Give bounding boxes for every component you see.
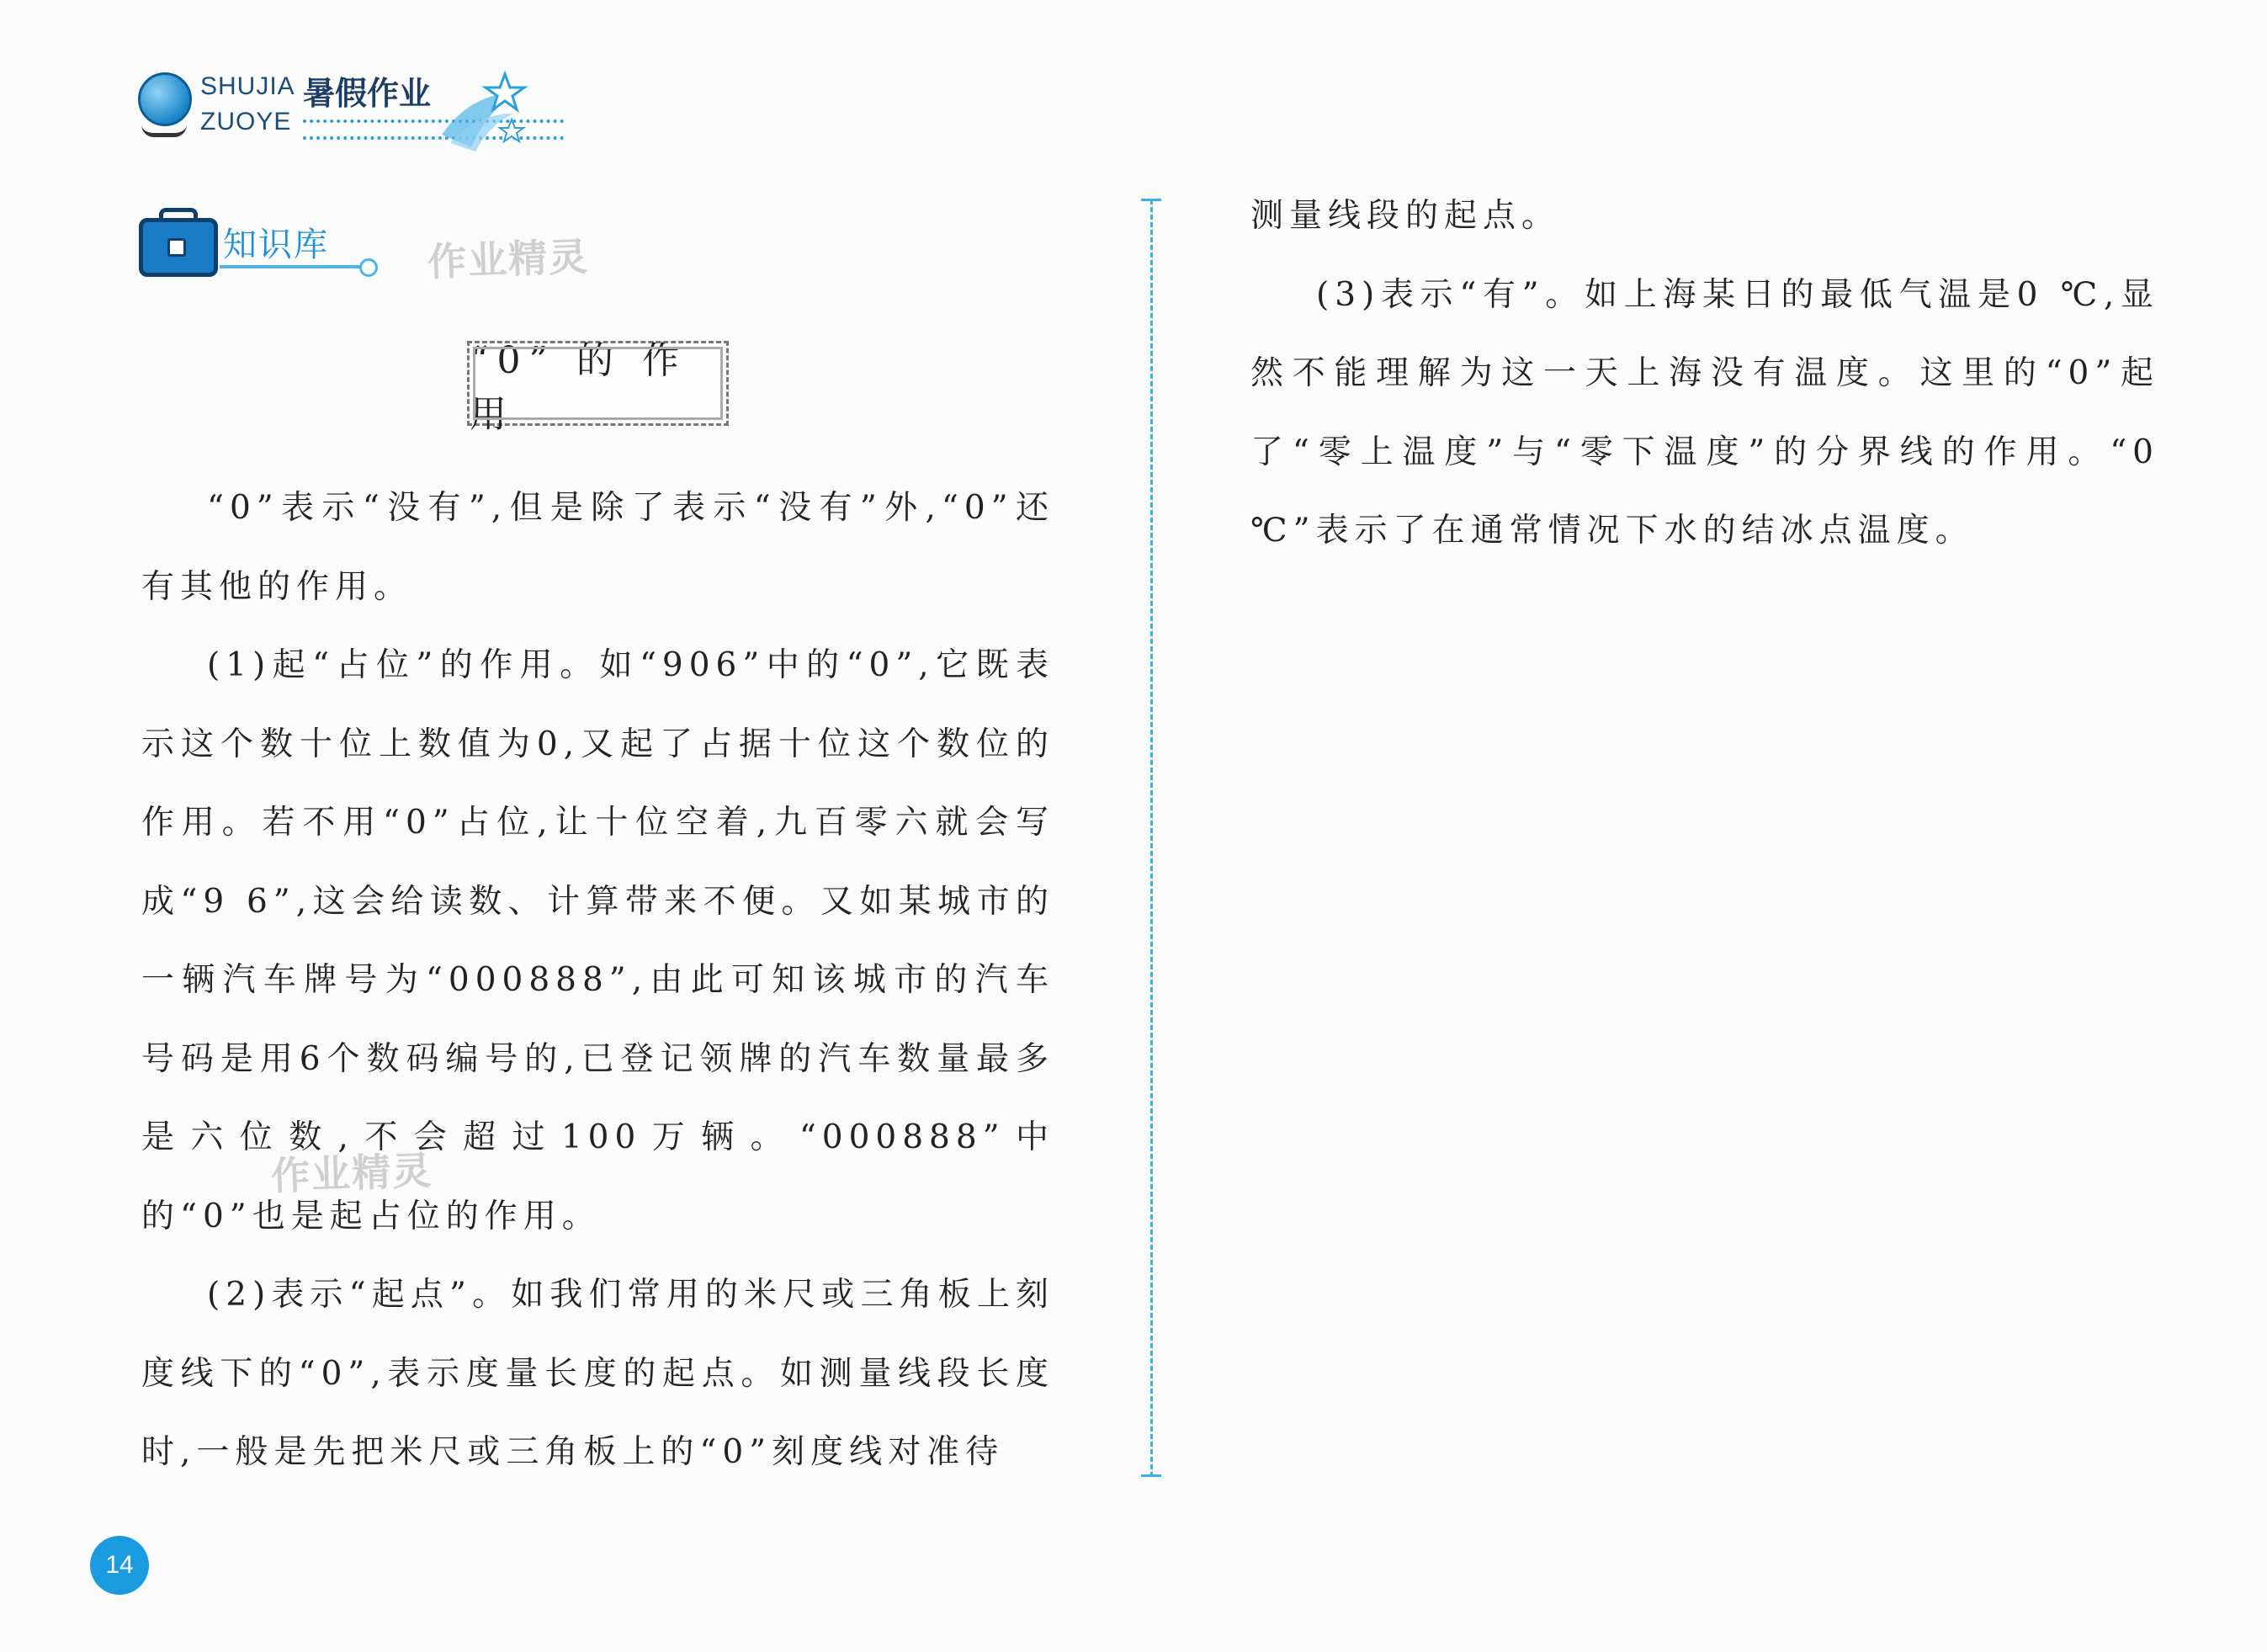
article-title: “0” 的 作 用 xyxy=(470,338,688,436)
column-divider xyxy=(1150,199,1153,1477)
brand-chinese-title: 暑假作业 xyxy=(303,75,432,112)
right-text-column xyxy=(1250,177,2159,571)
section-dot xyxy=(359,258,378,277)
article-title-box xyxy=(467,338,729,436)
globe-stand xyxy=(141,125,187,137)
paragraph-starting-point: (2)表示“起点”。如我们常用的米尺或三角板上刻度线下的“0”,表示度量长度的起点。如测量线段长度时,一般是先把米尺或三角板上的“0”刻度线对准待 xyxy=(141,1276,1054,1471)
section-tag-knowledge xyxy=(139,206,374,282)
section-label: 知识库 xyxy=(223,226,329,264)
globe-icon xyxy=(138,72,192,126)
page-number-badge xyxy=(90,1536,149,1595)
left-text-column xyxy=(141,469,1054,1492)
brand-english-line1: SHUJIA xyxy=(200,72,295,100)
paragraph-placeholder: (1)起“占位”的作用。如“906”中的“0”,它既表示这个数十位上数值为0,又起了占据十位这个数位的作用。若不用“0”占位,让十位空着,九百零六就会写成“9 6”,这会给读数、计算带来不便。又如某城市的一辆汽车牌号为“000888”,由此可知该城市的汽车号码是用6个数码编号的,已登记领牌的汽车数量最多是六位数,不会超过100万辆。“000888”中的“0”也是起占位的作用。 xyxy=(141,646,1054,1235)
divider-bottom-cap xyxy=(1141,1474,1161,1477)
paragraph-continuation: 测量线段的起点。 xyxy=(1250,197,1561,235)
shooting-star-icon xyxy=(438,67,530,160)
header-logo xyxy=(135,67,530,160)
paragraph-intro: “0”表示“没有”,但是除了表示“没有”外,“0”还有其他的作用。 xyxy=(141,489,1054,606)
brand-english-line2: ZUOYE xyxy=(200,108,292,135)
paragraph-has-value: (3)表示“有”。如上海某日的最低气温是0 ℃,显然不能理解为这一天上海没有温度。这里的“0”起了“零上温度”与“零下温度”的分界线的作用。“0 ℃”表示了在通常情况下水的结冰点温度。 xyxy=(1250,275,2159,550)
briefcase-lock xyxy=(167,238,186,257)
watermark-top: 作业精灵 xyxy=(427,233,590,285)
page-number: 14 xyxy=(105,1551,134,1579)
watermark-middle: 作业精灵 xyxy=(270,1147,433,1199)
section-underline xyxy=(220,265,363,268)
